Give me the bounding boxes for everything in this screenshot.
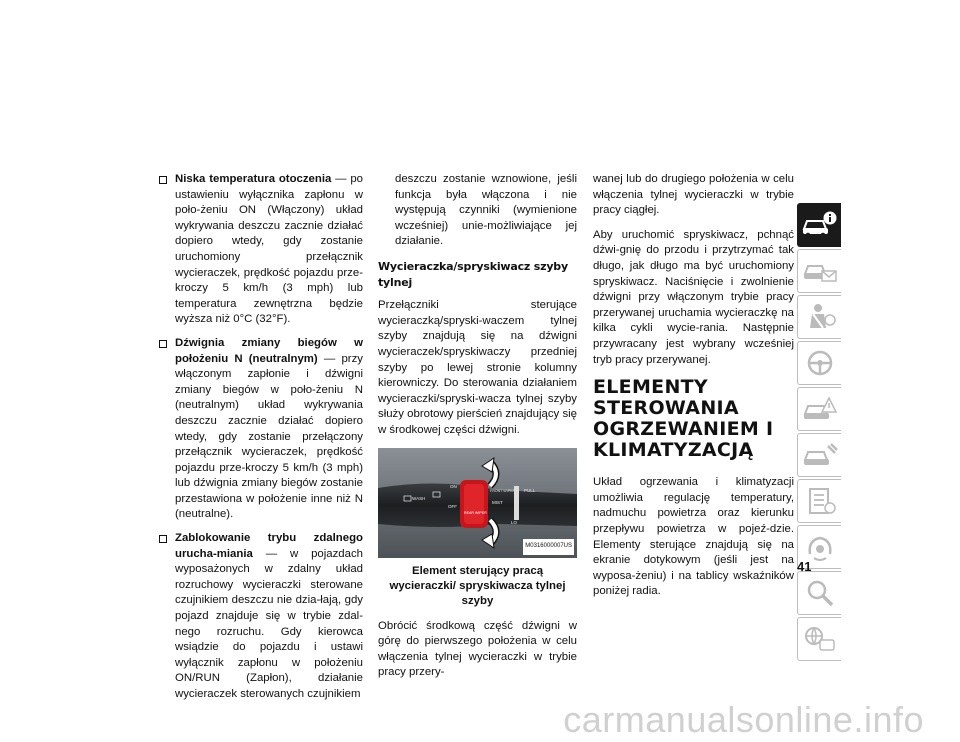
car-service-icon xyxy=(802,440,838,470)
tab-index[interactable] xyxy=(797,571,841,615)
steering-wheel-icon xyxy=(802,348,838,378)
tab-car-mail[interactable] xyxy=(797,249,841,293)
rotate-instruction-paragraph: Obrócić środkową część dźwigni w górę do pierwszego położenia w celu włączenia tylnej wycieraczki w trybie pracy przery- xyxy=(378,619,577,679)
multimedia-icon xyxy=(802,532,838,562)
checkbox-bullet-icon xyxy=(159,535,167,543)
bullet-remote-start xyxy=(158,531,363,703)
figure-label-off: OFF xyxy=(448,503,457,509)
figure-caption: Element sterujący pracą wycieraczki/ spryskiwacza tylnej szyby xyxy=(389,564,566,607)
washer-paragraph: Aby uruchomić spryskiwacz, pchnąć dźwi-gnię do przodu i przytrzymać tak długo, jak długo ma być uruchomiony spryskiwacz. Naciśnięcie i zwolnienie dźwigni przy włączonym trybie pracy przerywanej uruchamia wycieraczkę na kilka cykli wycie-rania. Następnie przywracany jest wybrany wcześniej tryb pracy przerywanej. xyxy=(593,228,794,366)
section-heading-rear-wiper: Wycieraczka/spryskiwacz szyby tylnej xyxy=(378,259,568,289)
bullet-low-temperature xyxy=(158,172,363,328)
climate-paragraph: Układ ogrzewania i klimatyzacji umożliwia regulację temperatury, nadmuchu powietrza oraz kierunku przepływu powietrza w pojeź-dzie. Elementy sterujące znajdują się na ekranie dotykowym (jeśli jest na wyposa-żeniu) i na tablicy wskaźników poniżej radia. xyxy=(593,476,794,598)
column-1 xyxy=(158,172,363,711)
tab-specifications[interactable] xyxy=(797,479,841,523)
figure-label-lo: LO xyxy=(511,519,518,525)
bullet-title: Niska temperatura otoczenia xyxy=(175,173,332,185)
figure-label-on: ON xyxy=(450,483,457,489)
tab-seatbelt[interactable] xyxy=(797,295,841,339)
figure-label-wash: WASH xyxy=(412,495,426,501)
specifications-icon xyxy=(802,486,838,516)
bullet-title: Dźwignia zmiany biegów w położeniu N (neutralnym) xyxy=(175,336,363,365)
tab-car-service[interactable] xyxy=(797,433,841,477)
tab-steering-wheel[interactable] xyxy=(797,341,841,385)
figure-label-mist: MIST xyxy=(492,499,503,505)
checkbox-bullet-icon xyxy=(159,340,167,348)
wiper-lever-figure xyxy=(378,448,577,558)
car-mail-icon xyxy=(802,256,838,286)
language-icon xyxy=(802,624,838,654)
seatbelt-icon xyxy=(802,302,838,332)
page-number: 41 xyxy=(797,559,812,574)
rear-wiper-paragraph: Przełączniki sterujące wycieraczką/spryski-waczem tylnej szyby znajdują się na dźwigni wycieraczek/spryskiwaczy przedniej szyby po lewej stronie kolumny kierowniczy. Do sterowania działaniem wycieraczki/spryski-wacza tylnej szyby służy obrotowy pierścień znajdujący się w środkowej części dźwigni. xyxy=(378,299,577,436)
tab-car-info[interactable] xyxy=(797,203,841,247)
figure-label-front-wiper: FRONT WIPER xyxy=(490,488,516,493)
bullet-neutral-gear xyxy=(158,336,363,523)
chapter-tabs xyxy=(797,203,841,663)
tab-car-warning[interactable] xyxy=(797,387,841,431)
car-info-icon xyxy=(801,209,837,239)
watermark: carmanualsonline.info xyxy=(563,699,924,740)
bullet-title: Zablokowanie trybu zdalnego urucha-miania xyxy=(175,532,363,560)
tab-language[interactable] xyxy=(797,617,841,661)
car-warning-icon xyxy=(802,394,838,424)
section-heading-climate: ELEMENTY STEROWANIA OGRZEWANIEM I KLIMATYZACJĄ xyxy=(593,376,774,462)
figure-label-rear-wiper: REAR WIPER xyxy=(464,510,487,515)
figure-label-pull: PULL xyxy=(524,487,536,493)
column-2 xyxy=(378,172,577,690)
bullet-text: — w pojazdach wyposażonych w zdalny układ rozruchowy wycieraczki sterowane czujnikiem deszczu nie dzia-łają, gdy pojazd znajduje się w trybie zdal-nego rozruchu. Gdy kierowca wsiądzie do pojazdu i ustawi wyłącznik zapłonu w położeniu ON/RUN (Zapłon), działanie wycieraczek sterowanych czujnikiem xyxy=(175,547,363,700)
bullet-text: — po ustawieniu wyłącznika zapłonu w poło-żeniu ON (Włączony) układ wykrywania deszczu zacznie działać dopiero wtedy, gdy zostanie uruchomiony przełącznik wycieraczek, prędkość pojazdu prze-kroczy 5 km/h (3 mph) lub temperatura zewnętrzna będzie wyższa niż 0°C (32°F). xyxy=(175,173,364,326)
bullet-text: — przy włączonym zapłonie i dźwigni zmiany biegów w poło-żeniu N (neutralnym) układ wykrywania deszczu zacznie działać dopiero wtedy, gdy zostanie przełączony przełącznik wycieraczek, prędkość pojazdu prze-kroczy 5 km/h (3 mph) lub dźwignia zmiany biegów zostanie przestawiona w położenie inne niż N (neutralne). xyxy=(175,352,363,521)
continuation-text: deszczu zostanie wznowione, jeśli funkcja była włączona i nie występują czynniki (wymienione wcześniej) unie-możliwiające jej działanie. xyxy=(395,173,577,248)
continuation-paragraph: wanej lub do drugiego położenia w celu włączenia tylnej wycieraczki w trybie pracy ciągłej. xyxy=(593,173,794,217)
magnifier-icon xyxy=(802,578,838,608)
figure-id: M0316000007US xyxy=(523,539,574,555)
checkbox-bullet-icon xyxy=(159,176,167,184)
column-3 xyxy=(593,172,794,609)
